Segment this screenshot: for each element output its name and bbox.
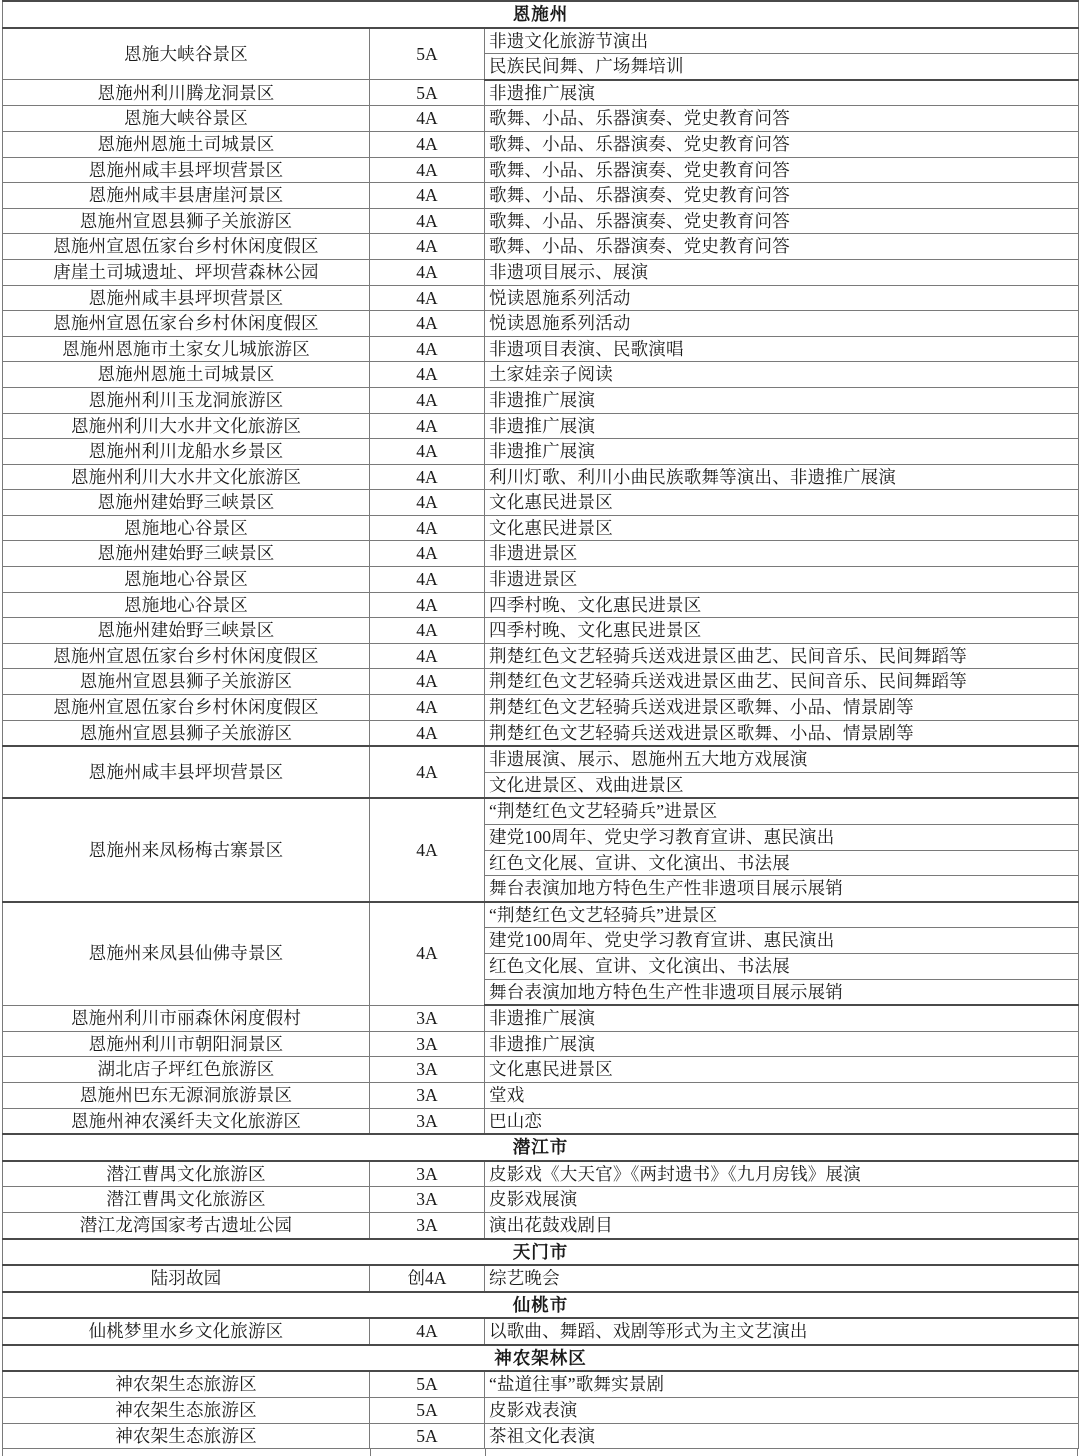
level-cell: 4A	[370, 285, 485, 311]
table-row	[3, 592, 1079, 618]
activity-cell: 非遗进景区	[485, 541, 1079, 567]
level-cell: 4A	[370, 720, 485, 746]
level-cell: 3A	[370, 1108, 485, 1134]
scenic-area-name-cell: 恩施州利川市丽森休闲度假村	[3, 1005, 370, 1031]
table-row	[3, 1187, 1079, 1213]
activity-cell: 文化惠民进景区	[485, 515, 1079, 541]
level-cell: 5A	[370, 1398, 485, 1424]
region-label: 天门市	[3, 1239, 1079, 1266]
activity-cell: 非遗推广展演	[485, 80, 1079, 106]
table-row	[3, 643, 1079, 669]
level-cell: 4A	[370, 208, 485, 234]
scenic-area-name-cell: 恩施州来凤县仙佛寺景区	[3, 902, 370, 1005]
activity-cell: 荆楚红色文艺轻骑兵送戏进景区曲艺、民间音乐、民间舞蹈等	[485, 643, 1079, 669]
scenic-area-name-cell: 恩施州利川大水井文化旅游区	[3, 464, 370, 490]
activity-cell: 皮影戏表演	[485, 1398, 1079, 1424]
activity-cell: 荆楚红色文艺轻骑兵送戏进景区歌舞、小品、情景剧等	[485, 720, 1079, 746]
table-bottom-partial-row	[2, 1449, 1078, 1456]
table-row	[3, 311, 1079, 337]
scenic-area-name-cell: 恩施地心谷景区	[3, 592, 370, 618]
activity-cell: 非遗项目展示、展演	[485, 259, 1079, 285]
table-row	[3, 515, 1079, 541]
level-cell: 4A	[370, 131, 485, 157]
scenic-area-name-cell: 恩施州建始野三峡景区	[3, 618, 370, 644]
table-row	[3, 131, 1079, 157]
scenic-area-name-cell: 恩施州宣恩伍家台乡村休闲度假区	[3, 311, 370, 337]
level-cell: 4A	[370, 643, 485, 669]
table-row	[3, 259, 1079, 285]
table-row	[3, 1423, 1079, 1449]
scenic-area-name-cell: 恩施州建始野三峡景区	[3, 541, 370, 567]
scenic-area-name-cell: 恩施州咸丰县坪坝营景区	[3, 157, 370, 183]
table-row	[3, 618, 1079, 644]
level-cell: 3A	[370, 1057, 485, 1083]
table-row	[3, 490, 1079, 516]
activity-cell: 非遗项目表演、民歌演唱	[485, 336, 1079, 362]
level-cell: 3A	[370, 1161, 485, 1187]
level-cell: 4A	[370, 669, 485, 695]
level-cell: 4A	[370, 746, 485, 798]
region-header-row	[3, 1239, 1079, 1266]
level-cell: 4A	[370, 541, 485, 567]
region-header-row	[3, 1345, 1079, 1372]
activity-cell: 综艺晚会	[485, 1265, 1079, 1292]
scenic-area-name-cell: 潜江曹禺文化旅游区	[3, 1161, 370, 1187]
table-row	[3, 695, 1079, 721]
table-row	[3, 1161, 1079, 1187]
level-cell: 4A	[370, 515, 485, 541]
table-row	[3, 1398, 1079, 1424]
activity-cell: 四季村晚、文化惠民进景区	[485, 592, 1079, 618]
activity-cell: 建党100周年、党史学习教育宣讲、惠民演出	[485, 825, 1079, 851]
activity-cell: 歌舞、小品、乐器演奏、党史教育问答	[485, 157, 1079, 183]
scenic-area-name-cell: 恩施州咸丰县唐崖河景区	[3, 183, 370, 209]
activity-cell: 非遗展演、展示、恩施州五大地方戏展演	[485, 746, 1079, 772]
level-cell: 4A	[370, 798, 485, 901]
level-cell: 4A	[370, 464, 485, 490]
table-row	[3, 567, 1079, 593]
table-row	[3, 1082, 1079, 1108]
table-row	[3, 902, 1079, 928]
level-cell: 3A	[370, 1187, 485, 1213]
region-header-row	[3, 1, 1079, 28]
scenic-area-name-cell: 恩施州来凤杨梅古寨景区	[3, 798, 370, 901]
activity-cell: 茶祖文化表演	[485, 1423, 1079, 1449]
activity-cell: 非遗推广展演	[485, 439, 1079, 465]
region-label: 仙桃市	[3, 1292, 1079, 1319]
table-row	[3, 183, 1079, 209]
scenic-area-name-cell: 恩施地心谷景区	[3, 515, 370, 541]
region-header-row	[3, 1134, 1079, 1161]
table-row	[3, 157, 1079, 183]
scenic-area-name-cell: 恩施州利川市朝阳洞景区	[3, 1031, 370, 1057]
level-cell: 3A	[370, 1005, 485, 1031]
level-cell: 创4A	[370, 1265, 485, 1292]
scenic-area-name-cell: 恩施州宣恩县狮子关旅游区	[3, 669, 370, 695]
activity-cell: 红色文化展、宣讲、文化演出、书法展	[485, 850, 1079, 876]
scenic-area-name-cell: 唐崖土司城遗址、坪坝营森林公园	[3, 259, 370, 285]
region-label: 潜江市	[3, 1134, 1079, 1161]
scenic-area-name-cell: 恩施州恩施市土家女儿城旅游区	[3, 336, 370, 362]
level-cell: 5A	[370, 80, 485, 106]
scenic-area-name-cell: 潜江龙湾国家考古遗址公园	[3, 1212, 370, 1238]
scenic-area-name-cell: 恩施州宣恩伍家台乡村休闲度假区	[3, 643, 370, 669]
table-row	[3, 1318, 1079, 1345]
activity-cell: 非遗进景区	[485, 567, 1079, 593]
table-row	[3, 362, 1079, 388]
table-row	[3, 439, 1079, 465]
table-row	[3, 106, 1079, 132]
activity-cell: 荆楚红色文艺轻骑兵送戏进景区曲艺、民间音乐、民间舞蹈等	[485, 669, 1079, 695]
level-cell: 4A	[370, 902, 485, 1005]
activity-cell: 红色文化展、宣讲、文化演出、书法展	[485, 953, 1079, 979]
table-row	[3, 1108, 1079, 1134]
table-row	[3, 541, 1079, 567]
activity-cell: 歌舞、小品、乐器演奏、党史教育问答	[485, 131, 1079, 157]
activity-cell: 建党100周年、党史学习教育宣讲、惠民演出	[485, 928, 1079, 954]
table-row	[3, 336, 1079, 362]
activity-cell: 民族民间舞、广场舞培训	[485, 54, 1079, 80]
scenic-area-name-cell: 潜江曹禺文化旅游区	[3, 1187, 370, 1213]
activity-cell: 舞台表演加地方特色生产性非遗项目展示展销	[485, 979, 1079, 1005]
activity-cell: 荆楚红色文艺轻骑兵送戏进景区歌舞、小品、情景剧等	[485, 695, 1079, 721]
activity-cell: 皮影戏《大天官》《两封遗书》《九月房钱》展演	[485, 1161, 1079, 1187]
scenic-area-name-cell: 陆羽故园	[3, 1265, 370, 1292]
table-row	[3, 285, 1079, 311]
level-cell: 4A	[370, 592, 485, 618]
activity-cell: 悦读恩施系列活动	[485, 311, 1079, 337]
scenic-area-name-cell: 恩施地心谷景区	[3, 567, 370, 593]
scenic-area-name-cell: 恩施州巴东无源洞旅游景区	[3, 1082, 370, 1108]
scenic-area-name-cell: 恩施州宣恩伍家台乡村休闲度假区	[3, 695, 370, 721]
level-cell: 4A	[370, 413, 485, 439]
level-cell: 4A	[370, 618, 485, 644]
scenic-area-name-cell: 神农架生态旅游区	[3, 1371, 370, 1397]
table-row	[3, 413, 1079, 439]
activity-cell: 皮影戏展演	[485, 1187, 1079, 1213]
level-cell: 5A	[370, 28, 485, 80]
level-cell: 4A	[370, 234, 485, 260]
activity-cell: 悦读恩施系列活动	[485, 285, 1079, 311]
table-row	[3, 208, 1079, 234]
scenic-area-name-cell: 恩施州宣恩县狮子关旅游区	[3, 720, 370, 746]
scenic-area-name-cell: 神农架生态旅游区	[3, 1423, 370, 1449]
table-row	[3, 28, 1079, 54]
table-row	[3, 387, 1079, 413]
table-row	[3, 720, 1079, 746]
table-row	[3, 746, 1079, 772]
scenic-area-name-cell: 恩施州利川大水井文化旅游区	[3, 413, 370, 439]
level-cell: 4A	[370, 311, 485, 337]
scenic-area-name-cell: 仙桃梦里水乡文化旅游区	[3, 1318, 370, 1345]
scenic-area-name-cell: 恩施州宣恩县狮子关旅游区	[3, 208, 370, 234]
activity-cell: 巴山恋	[485, 1108, 1079, 1134]
table-row	[3, 1212, 1079, 1238]
activity-cell: “荆楚红色文艺轻骑兵”进景区	[485, 902, 1079, 928]
scenic-area-name-cell: 恩施州宣恩伍家台乡村休闲度假区	[3, 234, 370, 260]
table-row	[3, 798, 1079, 824]
region-header-row	[3, 1292, 1079, 1319]
level-cell: 4A	[370, 1318, 485, 1345]
scenic-area-name-cell: 恩施州咸丰县坪坝营景区	[3, 285, 370, 311]
level-cell: 3A	[370, 1082, 485, 1108]
level-cell: 4A	[370, 387, 485, 413]
activity-cell: 歌舞、小品、乐器演奏、党史教育问答	[485, 106, 1079, 132]
activity-cell: 非遗推广展演	[485, 1005, 1079, 1031]
activity-cell: 堂戏	[485, 1082, 1079, 1108]
scenic-area-name-cell: 神农架生态旅游区	[3, 1398, 370, 1424]
activity-cell: 歌舞、小品、乐器演奏、党史教育问答	[485, 208, 1079, 234]
level-cell: 5A	[370, 1423, 485, 1449]
activity-cell: 四季村晚、文化惠民进景区	[485, 618, 1079, 644]
table-body	[3, 1, 1079, 1449]
activities-table	[2, 0, 1079, 1449]
activity-cell: 歌舞、小品、乐器演奏、党史教育问答	[485, 234, 1079, 260]
level-cell: 4A	[370, 259, 485, 285]
scenic-area-name-cell: 恩施州建始野三峡景区	[3, 490, 370, 516]
scenic-area-name-cell: 恩施州利川腾龙洞景区	[3, 80, 370, 106]
scenic-area-name-cell: 恩施州咸丰县坪坝营景区	[3, 746, 370, 798]
activity-cell: 歌舞、小品、乐器演奏、党史教育问答	[485, 183, 1079, 209]
level-cell: 4A	[370, 362, 485, 388]
activity-cell: 非遗推广展演	[485, 413, 1079, 439]
table-row	[3, 1005, 1079, 1031]
activity-cell: 非遗推广展演	[485, 387, 1079, 413]
level-cell: 4A	[370, 106, 485, 132]
scenic-area-name-cell: 恩施州利川玉龙洞旅游区	[3, 387, 370, 413]
table-row	[3, 80, 1079, 106]
level-cell: 4A	[370, 490, 485, 516]
level-cell: 3A	[370, 1212, 485, 1238]
region-label: 恩施州	[3, 1, 1079, 28]
activity-cell: 土家娃亲子阅读	[485, 362, 1079, 388]
activity-cell: 以歌曲、舞蹈、戏剧等形式为主文艺演出	[485, 1318, 1079, 1345]
scenic-area-name-cell: 恩施大峡谷景区	[3, 106, 370, 132]
table-row	[3, 234, 1079, 260]
level-cell: 4A	[370, 439, 485, 465]
activity-cell: “荆楚红色文艺轻骑兵”进景区	[485, 798, 1079, 824]
activity-cell: 文化惠民进景区	[485, 1057, 1079, 1083]
column-divider-2	[485, 1449, 486, 1456]
level-cell: 4A	[370, 695, 485, 721]
scenic-area-name-cell: 恩施州利川龙船水乡景区	[3, 439, 370, 465]
table-row	[3, 464, 1079, 490]
level-cell: 3A	[370, 1031, 485, 1057]
level-cell: 4A	[370, 157, 485, 183]
scenic-area-name-cell: 恩施州神农溪纤夫文化旅游区	[3, 1108, 370, 1134]
table-row	[3, 669, 1079, 695]
table-row	[3, 1265, 1079, 1292]
column-divider-1	[370, 1449, 371, 1456]
activity-cell: 文化进景区、戏曲进景区	[485, 772, 1079, 798]
scenic-area-name-cell: 恩施州恩施土司城景区	[3, 362, 370, 388]
activity-cell: 利川灯歌、利川小曲民族歌舞等演出、非遗推广展演	[485, 464, 1079, 490]
region-label: 神农架林区	[3, 1345, 1079, 1372]
activity-cell: 非遗推广展演	[485, 1031, 1079, 1057]
scenic-area-name-cell: 恩施大峡谷景区	[3, 28, 370, 80]
table-row	[3, 1031, 1079, 1057]
activity-cell: 非遗文化旅游节演出	[485, 28, 1079, 54]
scenic-area-name-cell: 恩施州恩施土司城景区	[3, 131, 370, 157]
level-cell: 4A	[370, 336, 485, 362]
activity-cell: “盐道往事”歌舞实景剧	[485, 1371, 1079, 1397]
activity-cell: 演出花鼓戏剧目	[485, 1212, 1079, 1238]
level-cell: 5A	[370, 1371, 485, 1397]
activity-cell: 文化惠民进景区	[485, 490, 1079, 516]
level-cell: 4A	[370, 567, 485, 593]
level-cell: 4A	[370, 183, 485, 209]
table-row	[3, 1057, 1079, 1083]
scenic-area-name-cell: 湖北店子坪红色旅游区	[3, 1057, 370, 1083]
activity-cell: 舞台表演加地方特色生产性非遗项目展示展销	[485, 876, 1079, 902]
